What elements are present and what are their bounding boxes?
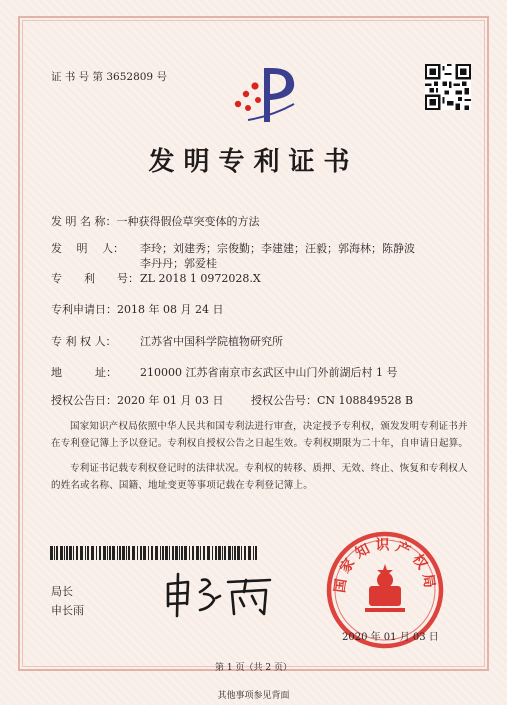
barcode-bar bbox=[99, 546, 101, 560]
barcode-bar bbox=[73, 546, 74, 560]
barcode-bar bbox=[203, 546, 205, 560]
invention-name-row bbox=[51, 213, 260, 229]
barcode-bar bbox=[255, 546, 257, 560]
barcode-bar bbox=[60, 546, 63, 560]
barcode-bar bbox=[234, 546, 236, 560]
barcode-bar bbox=[160, 546, 161, 560]
barcode-bar bbox=[112, 546, 115, 560]
barcode-bar bbox=[103, 546, 106, 560]
barcode-bar bbox=[212, 546, 213, 560]
filing-date-label: 专利申请日： bbox=[51, 303, 117, 316]
inventors-value-line2: 李丹丹；郭爱桂 bbox=[140, 257, 217, 270]
barcode-bar bbox=[207, 546, 210, 560]
certificate-title: 发明专利证书 bbox=[148, 147, 359, 177]
barcode-bar bbox=[162, 546, 164, 560]
barcode-bar bbox=[184, 546, 187, 560]
cnipa-logo-icon bbox=[228, 64, 300, 126]
patentee-value: 江苏省中国科学院植物研究所 bbox=[140, 335, 283, 348]
filing-date-row bbox=[51, 301, 223, 317]
director-role: 局长 bbox=[51, 585, 73, 598]
barcode-bar bbox=[56, 546, 58, 560]
grant-date-row bbox=[51, 392, 223, 408]
barcode-bar bbox=[155, 546, 158, 560]
barcode-bar bbox=[143, 546, 146, 560]
barcode-bar bbox=[244, 546, 246, 560]
barcode-bar bbox=[109, 546, 111, 560]
barcode-bar bbox=[165, 546, 168, 560]
patent-number-label: 专 利 号： bbox=[51, 272, 139, 285]
page-indicator: 第 1 页（共 2 页） bbox=[215, 663, 292, 673]
barcode-icon bbox=[50, 546, 260, 560]
patentee-label: 专 利 权 人： bbox=[51, 335, 117, 348]
barcode-bar bbox=[222, 546, 223, 560]
barcode-bar bbox=[181, 546, 183, 560]
barcode-bar bbox=[66, 546, 68, 560]
qr-code-icon bbox=[425, 64, 471, 110]
invention-name-label: 发 明 名 称： bbox=[51, 215, 117, 228]
barcode-bar bbox=[169, 546, 170, 560]
inventors-row bbox=[51, 240, 415, 256]
barcode-bar bbox=[122, 546, 125, 560]
barcode-bar bbox=[87, 546, 89, 560]
barcode-bar bbox=[241, 546, 242, 560]
barcode-bar bbox=[151, 546, 153, 560]
patent-number-value: ZL 2018 1 0972028.X bbox=[140, 272, 261, 285]
inventors-label: 发 明 人： bbox=[51, 242, 124, 255]
barcode-bar bbox=[232, 546, 233, 560]
barcode-bar bbox=[76, 546, 78, 560]
barcode-bar bbox=[148, 546, 149, 560]
barcode-bar bbox=[54, 546, 55, 560]
barcode-bar bbox=[117, 546, 118, 560]
barcode-bar bbox=[200, 546, 201, 560]
filing-date-value: 2018 年 08 月 24 日 bbox=[117, 303, 224, 316]
seal-date: 2020 年 01 月 03 日 bbox=[342, 632, 439, 643]
patent-number-row bbox=[51, 270, 261, 286]
barcode-bar bbox=[50, 546, 53, 560]
barcode-bar bbox=[91, 546, 94, 560]
grant-number-value: CN 108849528 B bbox=[317, 394, 414, 407]
barcode-bar bbox=[80, 546, 83, 560]
patentee-row bbox=[51, 333, 283, 349]
grant-date-label: 授权公告日： bbox=[51, 394, 117, 407]
barcode-bar bbox=[248, 546, 251, 560]
barcode-bar bbox=[172, 546, 174, 560]
legal-paragraph-2: 专利证书记载专利权登记时的法律状况。专利权的转移、质押、无效、终止、恢复和专利权人的姓名或名称、国籍、地址变更等事项记载在专利登记簿上。 bbox=[51, 463, 468, 491]
barcode-bar bbox=[85, 546, 86, 560]
barcode-bar bbox=[215, 546, 217, 560]
barcode-bar bbox=[189, 546, 190, 560]
seal-text: 国家知识产权局 bbox=[332, 537, 438, 594]
barcode-bar bbox=[107, 546, 108, 560]
barcode-bar bbox=[224, 546, 226, 560]
barcode-bar bbox=[69, 546, 72, 560]
barcode-bar bbox=[64, 546, 65, 560]
barcode-bar bbox=[96, 546, 97, 560]
legal-paragraph-1: 国家知识产权局依照中华人民共和国专利法进行审查，决定授予专利权，颁发发明专利证书并在专利登记簿上予以登记。专利权自授权公告之日起生效。专利权期限为二十年，自申请日起算。 bbox=[51, 421, 469, 449]
inventors-value-line1: 李玲；刘建秀；宗俊勤；李建建；汪毅；郭海林；陈静波 bbox=[140, 242, 415, 255]
grant-number-row bbox=[251, 392, 413, 408]
footer-note: 其他事项参见背面 bbox=[217, 691, 290, 701]
barcode-bar bbox=[253, 546, 254, 560]
certificate-number: 证 书 号 第 3652809 号 bbox=[51, 71, 167, 83]
grant-number-label: 授权公告号： bbox=[251, 394, 317, 407]
barcode-bar bbox=[196, 546, 199, 560]
invention-name-value: 一种获得假俭草突变体的方法 bbox=[116, 215, 260, 228]
barcode-bar bbox=[175, 546, 178, 560]
barcode-bar bbox=[237, 546, 240, 560]
director-name: 申长雨 bbox=[51, 604, 84, 617]
address-value: 210000 江苏省南京市玄武区中山门外前湖后村 1 号 bbox=[140, 366, 398, 379]
barcode-bar bbox=[126, 546, 127, 560]
address-row bbox=[51, 364, 397, 380]
barcode-bar bbox=[137, 546, 138, 560]
barcode-bar bbox=[128, 546, 130, 560]
address-label: 地 址： bbox=[51, 366, 117, 379]
barcode-bar bbox=[140, 546, 142, 560]
barcode-bar bbox=[228, 546, 231, 560]
barcode-bar bbox=[119, 546, 121, 560]
barcode-bar bbox=[192, 546, 194, 560]
barcode-bar bbox=[132, 546, 135, 560]
barcode-bar bbox=[218, 546, 221, 560]
handwritten-signature bbox=[160, 570, 280, 620]
grant-date-value: 2020 年 01 月 03 日 bbox=[117, 394, 224, 407]
barcode-bar bbox=[179, 546, 180, 560]
